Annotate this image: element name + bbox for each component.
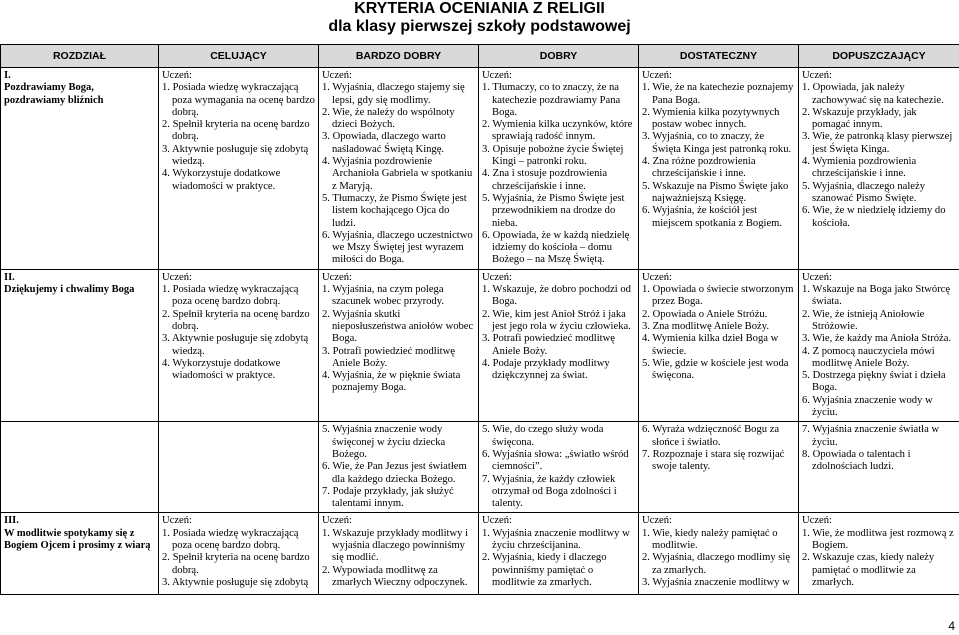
criteria-cell	[479, 269, 639, 422]
criteria-list	[322, 528, 475, 589]
criterion-item: 3. Potrafi powiedzieć modlitwę Aniele Boży.	[322, 345, 455, 369]
chapter-cell	[1, 269, 159, 422]
criterion-item: 2. Wymienia kilka uczynków, które sprawiają radość innym.	[482, 119, 633, 143]
criterion-item: 2. Opowiada o Aniele Stróżu.	[642, 308, 768, 320]
criterion-item: 1. Tłumaczy, co to znaczy, że na katechezie pozdrawiamy Pana Boga.	[482, 82, 621, 118]
criteria-cell	[319, 269, 479, 422]
chapter-number: II.	[4, 271, 15, 283]
criterion-item: 3. Wie, że patronką klasy pierwszej jest Święta Kinga.	[802, 131, 953, 155]
criterion-item: 3. Aktywnie posługuje się zdobytą	[162, 576, 309, 588]
criterion-item: 4. Wykorzystuje dodatkowe wiadomości w praktyce.	[162, 357, 281, 382]
criterion-item: 2. Wie, że istnieją Aniołowie Stróżowie.	[802, 308, 925, 332]
criterion-item: 8. Opowiada o talentach i zdolnościach ludzi.	[802, 448, 911, 473]
chapter-row	[1, 422, 959, 513]
criterion-item: 3. Wyjaśnia, co to znaczy, że Święta Kinga jest patronką roku.	[642, 131, 792, 155]
criteria-cell	[319, 68, 479, 270]
criteria-list	[802, 528, 956, 589]
document-header	[0, 0, 959, 36]
chapter-cell	[1, 513, 159, 595]
student-label: Uczeń:	[162, 515, 192, 527]
criterion-item: 2. Wyjaśnia, dlaczego modlimy się za zmarłych.	[642, 552, 791, 576]
criteria-cell	[159, 269, 319, 422]
criteria-list	[322, 424, 475, 510]
document-subtitle: dla klasy pierwszej szkoły podstawowej	[328, 18, 631, 35]
student-label: Uczeń:	[802, 70, 832, 81]
document-title: KRYTERIA OCENIANIA Z RELIGII	[354, 0, 605, 17]
criteria-cell	[639, 269, 799, 422]
criterion-item: 1. Posiada wiedzę wykraczającą poza ocenę bardzo dobrą.	[162, 284, 299, 308]
criterion-item: 1. Wyjaśnia znaczenie modlitwy w życiu chrześcijanina.	[482, 527, 630, 551]
criterion-item: 3. Wie, że każdy ma Anioła Stróża.	[802, 333, 952, 345]
criterion-item: 1. Wyjaśnia, na czym polega szacunek wobec przyrody.	[322, 284, 444, 308]
student-label: Uczeń:	[642, 271, 672, 283]
criterion-item: 2. Spełnił kryteria na ocenę bardzo dobrą.	[162, 308, 310, 332]
criterion-item: 6. Wyjaśnia słowa: „światło wśród ciemności”.	[482, 448, 629, 473]
col-header-bardzo-dobry: BARDZO DOBRY	[319, 45, 479, 68]
criterion-item: 4. Wykorzystuje dodatkowe wiadomości w praktyce.	[162, 168, 281, 192]
criteria-list	[482, 424, 635, 510]
criterion-item: 4. Zna i stosuje pozdrowienia chrześcijańskie i inne.	[482, 168, 608, 192]
criterion-item: 2. Wyjaśnia, kiedy i dlaczego powinniśmy pamiętać o modlitwie za zmarłych.	[482, 552, 607, 588]
criterion-item: 6. Wie, że w niedzielę idziemy do kościoła.	[802, 205, 946, 229]
col-header-dostateczny: DOSTATECZNY	[639, 45, 799, 68]
criterion-item: 6. Wyraża wdzięczność Bogu za słońce i światło.	[642, 424, 780, 448]
student-label: Uczeń:	[322, 271, 352, 283]
criterion-item: 4. Wymienia pozdrowienia chrześcijańskie i inne.	[802, 156, 917, 180]
criterion-item: 2. Wyjaśnia skutki nieposłuszeństwa aniołów wobec Boga.	[322, 308, 474, 345]
criterion-item: 6. Wyjaśnia, że kościół jest miejscem spotkania z Bogiem.	[642, 205, 783, 229]
student-label: Uczeń:	[322, 70, 352, 81]
criterion-item: 3. Opisuje pobożne życie Świętej Kingi – patronki roku.	[482, 143, 624, 168]
student-label: Uczeń:	[482, 515, 512, 527]
criterion-item: 2. Spełnił kryteria na ocenę bardzo dobrą.	[162, 119, 310, 143]
criteria-table	[0, 44, 959, 595]
criteria-cell	[159, 422, 319, 513]
criterion-item: 2. Wie, kim jest Anioł Stróż i jaka jest jego rola w życiu człowieka.	[482, 308, 631, 332]
chapter-row	[1, 68, 959, 270]
criterion-item: 3. Aktywnie posługuje się zdobytą wiedzą.	[162, 333, 309, 357]
criterion-item: 3. Wyjaśnia znaczenie modlitwy w	[642, 576, 790, 588]
criterion-item: 5. Wie, do czego służy woda święcona.	[482, 424, 604, 448]
criterion-item: 5. Wskazuje na Pismo Święte jako najważniejszą Księgę.	[642, 180, 789, 204]
criterion-item: 1. Opowiada, jak należy zachowywać się na katechezie.	[802, 82, 944, 106]
student-label: Uczeń:	[642, 70, 672, 81]
student-label: Uczeń:	[482, 271, 512, 283]
criteria-list	[642, 528, 795, 589]
header-row	[1, 45, 959, 68]
criterion-item: 1. Wskazuje, że dobro pochodzi od Boga.	[482, 284, 631, 308]
criteria-list	[162, 82, 315, 193]
criterion-item: 7. Rozpoznaje i stara się rozwijać swoje talenty.	[642, 448, 785, 473]
criteria-list	[482, 284, 635, 382]
chapter-name: Pozdrawiamy Boga, pozdrawiamy bliźnich	[4, 82, 104, 106]
criterion-item: 7. Wyjaśnia znaczenie światła w życiu.	[802, 424, 940, 448]
criterion-item: 4. Wymienia kilka dzieł Boga w świecie.	[642, 333, 779, 357]
student-label: Uczeń:	[162, 70, 192, 81]
criterion-item: 1. Wie, że modlitwa jest rozmową z Bogiem.	[802, 527, 954, 551]
criteria-list	[482, 528, 635, 589]
chapter-name: Dziękujemy i chwalimy Boga	[4, 284, 135, 296]
criterion-item: 4. Z pomocą nauczyciela mówi modlitwę Aniele Boży.	[802, 345, 935, 369]
criteria-list	[802, 82, 956, 230]
criteria-list	[322, 284, 475, 395]
criterion-item: 4. Wyjaśnia, że w pięknie świata poznajemy Boga.	[322, 370, 461, 394]
criterion-item: 3. Zna modlitwę Aniele Boży.	[642, 320, 770, 332]
criteria-list	[482, 82, 635, 266]
criteria-list	[162, 528, 315, 589]
criteria-cell	[479, 68, 639, 270]
page-number: 4	[948, 619, 955, 633]
student-label: Uczeń:	[802, 515, 832, 527]
student-label: Uczeń:	[162, 271, 192, 283]
criterion-item: 2. Wymienia kilka pozytywnych postaw wobec innych.	[642, 106, 780, 131]
criterion-item: 5. Tłumaczy, że Pismo Święte jest listem kochającego Ojca do ludzi.	[322, 192, 467, 229]
criterion-item: 5. Wyjaśnia, że Pismo Święte jest przewodnikiem na drodze do nieba.	[482, 192, 625, 229]
criteria-cell	[799, 269, 959, 422]
criteria-cell	[479, 422, 639, 513]
chapter-cell	[1, 422, 159, 513]
criterion-item: 1. Wie, kiedy należy pamiętać o modlitwie.	[642, 527, 778, 551]
criterion-item: 3. Potrafi powiedzieć modlitwę Aniele Boży.	[482, 333, 615, 357]
chapter-number: III.	[4, 515, 19, 527]
criterion-item: 6. Opowiada, że w każdą niedzielę idziemy do kościoła – domu Bożego – na Mszę Świętą.	[482, 229, 630, 266]
criterion-item: 4. Wyjaśnia pozdrowienie Archanioła Gabriela w spotkaniu z Maryją.	[322, 156, 473, 192]
col-header-celujacy: CELUJĄCY	[159, 45, 319, 68]
criteria-list	[802, 424, 956, 473]
student-label: Uczeń:	[482, 70, 512, 81]
criteria-cell	[159, 68, 319, 270]
criteria-list	[162, 284, 315, 382]
student-label: Uczeń:	[322, 515, 352, 527]
criterion-item: 6. Wie, że Pan Jezus jest światłem dla każdego dziecka Bożego.	[322, 461, 467, 485]
criteria-cell	[319, 513, 479, 595]
criterion-item: 5. Wyjaśnia, dlaczego należy szanować Pismo Święte.	[802, 180, 926, 204]
criteria-cell	[159, 513, 319, 595]
criteria-cell	[639, 513, 799, 595]
criterion-item: 6. Wyjaśnia znaczenie wody w życiu.	[802, 394, 933, 419]
criterion-item: 2. Wie, że należy do wspólnoty dzieci Bożych.	[322, 106, 455, 131]
criterion-item: 7. Podaje przykłady, jak służyć talentami innym.	[322, 485, 454, 510]
criteria-cell	[639, 68, 799, 270]
criteria-cell	[799, 422, 959, 513]
criteria-cell	[799, 68, 959, 270]
col-header-dopuszczajacy: DOPUSZCZAJĄCY	[799, 45, 959, 68]
criteria-cell	[639, 422, 799, 513]
chapter-cell	[1, 68, 159, 270]
criterion-item: 1. Posiada wiedzę wykraczającą poza ocenę bardzo dobrą.	[162, 527, 299, 551]
criterion-item: 1. Wie, że na katechezie poznajemy Pana Boga.	[642, 82, 794, 106]
chapter-row	[1, 513, 959, 595]
student-label: Uczeń:	[642, 515, 672, 527]
criterion-item: 1. Wskazuje przykłady modlitwy i wyjaśnia dlaczego powinniśmy się modlić.	[322, 527, 469, 564]
criterion-item: 4. Podaje przykłady modlitwy dziękczynnej za świat.	[482, 357, 610, 382]
criteria-list	[642, 284, 795, 382]
col-header-dobry: DOBRY	[479, 45, 639, 68]
criteria-cell	[479, 513, 639, 595]
criterion-item: 6. Wyjaśnia, dlaczego uczestnictwo we Mszy Świętej jest wyrazem miłości do Boga.	[322, 229, 473, 266]
chapter-name: W modlitwie spotykamy się z Bogiem Ojcem i prosimy z wiarą	[4, 527, 151, 551]
criterion-item: 3. Opowiada, dlaczego warto naśladować Świętą Kingę.	[322, 131, 446, 155]
criterion-item: 2. Wskazuje czas, kiedy należy pamiętać o modlitwie za zmarłych.	[802, 552, 935, 588]
criteria-list	[642, 82, 795, 230]
col-header-chapter: ROZDZIAŁ	[1, 45, 159, 68]
criterion-item: 4. Zna różne pozdrowienia chrześcijańskie i inne.	[642, 156, 756, 180]
criterion-item: 2. Wskazuje przykłady, jak pomagać innym.	[802, 106, 917, 131]
criterion-item: 5. Wyjaśnia znaczenie wody święconej w życiu dziecka Bożego.	[322, 424, 446, 460]
criterion-item: 2. Wypowiada modlitwę za zmarłych Wieczny odpoczynek.	[322, 564, 468, 588]
student-label: Uczeń:	[802, 271, 832, 283]
criterion-item: 1. Wskazuje na Boga jako Stwórcę świata.	[802, 284, 951, 308]
criteria-list	[642, 424, 795, 473]
criteria-cell	[319, 422, 479, 513]
criterion-item: 1. Wyjaśnia, dlaczego stajemy się lepsi, gdy się modlimy.	[322, 82, 465, 106]
criterion-item: 5. Dostrzega piękny świat i dzieła Boga.	[802, 370, 946, 394]
criterion-item: 5. Wie, gdzie w kościele jest woda święcona.	[642, 357, 789, 382]
criteria-cell	[799, 513, 959, 595]
chapter-number: I.	[4, 70, 11, 81]
chapter-row	[1, 269, 959, 422]
criterion-item: 3. Aktywnie posługuje się zdobytą wiedzą.	[162, 143, 309, 168]
criterion-item: 7. Wyjaśnia, że każdy człowiek otrzymał od Boga zdolności i talenty.	[482, 473, 617, 510]
criteria-list	[802, 284, 956, 419]
criterion-item: 1. Opowiada o świecie stworzonym przez Boga.	[642, 284, 794, 308]
criterion-item: 1. Posiada wiedzę wykraczającą poza wymagania na ocenę bardzo dobrą.	[162, 82, 315, 118]
criterion-item: 2. Spełnił kryteria na ocenę bardzo dobrą.	[162, 552, 310, 576]
criteria-list	[322, 82, 475, 266]
